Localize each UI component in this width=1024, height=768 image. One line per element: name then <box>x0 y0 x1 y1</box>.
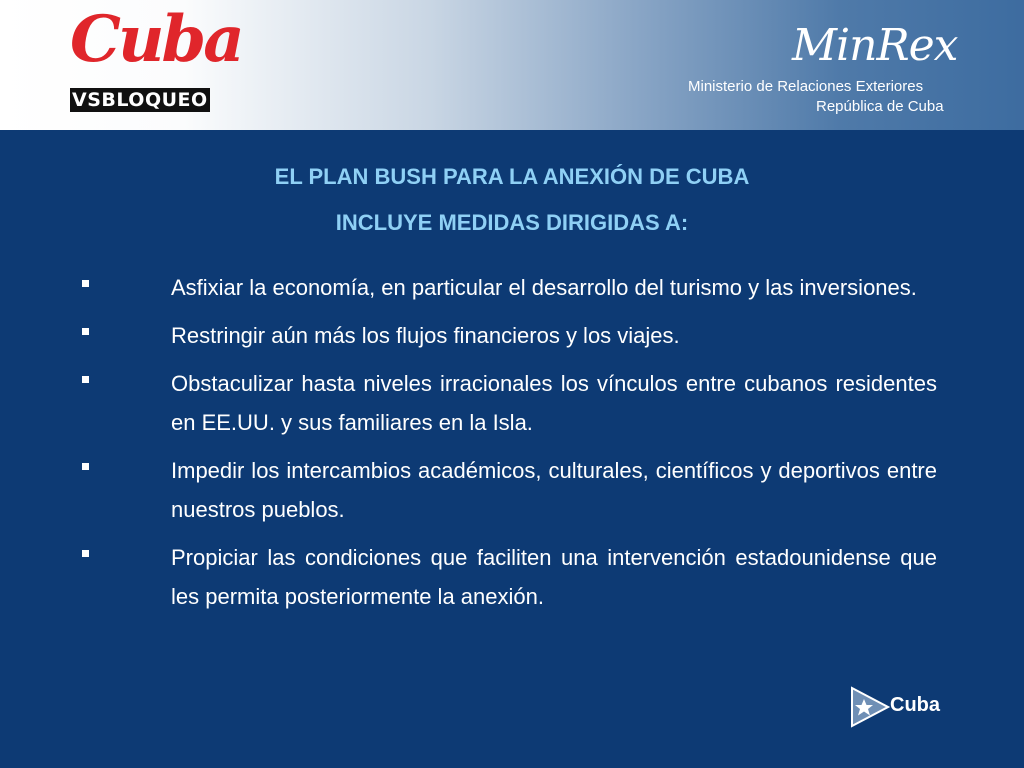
brand-cuba-text: Cuba <box>890 694 940 716</box>
logo-vs-bloqueo: VSBLOQUEO <box>70 88 210 112</box>
star-icon <box>850 686 890 728</box>
bullet-item <box>0 316 1024 355</box>
bullet-text: Restringir aún más los flujos financieros y los viajes. <box>171 323 680 348</box>
bullet-item <box>0 268 1024 307</box>
bullet-text: Asfixiar la economía, en particular el desarrollo del turismo y las inversiones. <box>171 275 917 300</box>
header-banner <box>0 0 1024 130</box>
republic-name: República de Cuba <box>816 98 944 115</box>
bullet-list <box>0 268 1024 625</box>
ministry-name: Ministerio de Relaciones Exteriores <box>688 78 924 95</box>
minrex-signature: MinRex <box>792 20 958 71</box>
title-line-2: INCLUYE MEDIDAS DIRIGIDAS A: <box>335 210 689 235</box>
bullet-square-icon <box>82 328 89 335</box>
bullet-square-icon <box>82 280 89 287</box>
bullet-item <box>0 364 1024 442</box>
bullet-text: Obstaculizar hasta niveles irracionales los vínculos entre cubanos residentes en EE.UU. y sus familiares en la Isla. <box>171 371 937 435</box>
bullet-text: Propiciar las condiciones que faciliten una intervención estadounidense que les permita posteriormente la anexión. <box>171 545 937 609</box>
logo-cuba-word: Cuba <box>70 2 242 77</box>
minrex-logo <box>680 22 990 118</box>
cuba-brand-logo <box>850 686 950 728</box>
bullet-item <box>0 451 1024 529</box>
bullet-square-icon <box>82 376 89 383</box>
bullet-item <box>0 538 1024 616</box>
bullet-text: Impedir los intercambios académicos, culturales, científicos y deportivos entre nuestros pueblos. <box>171 458 937 522</box>
bullet-square-icon <box>82 550 89 557</box>
cuba-vs-bloqueo-logo <box>70 2 242 114</box>
title-line-1: EL PLAN BUSH PARA LA ANEXIÓN DE CUBA <box>274 164 750 189</box>
bullet-square-icon <box>82 463 89 470</box>
